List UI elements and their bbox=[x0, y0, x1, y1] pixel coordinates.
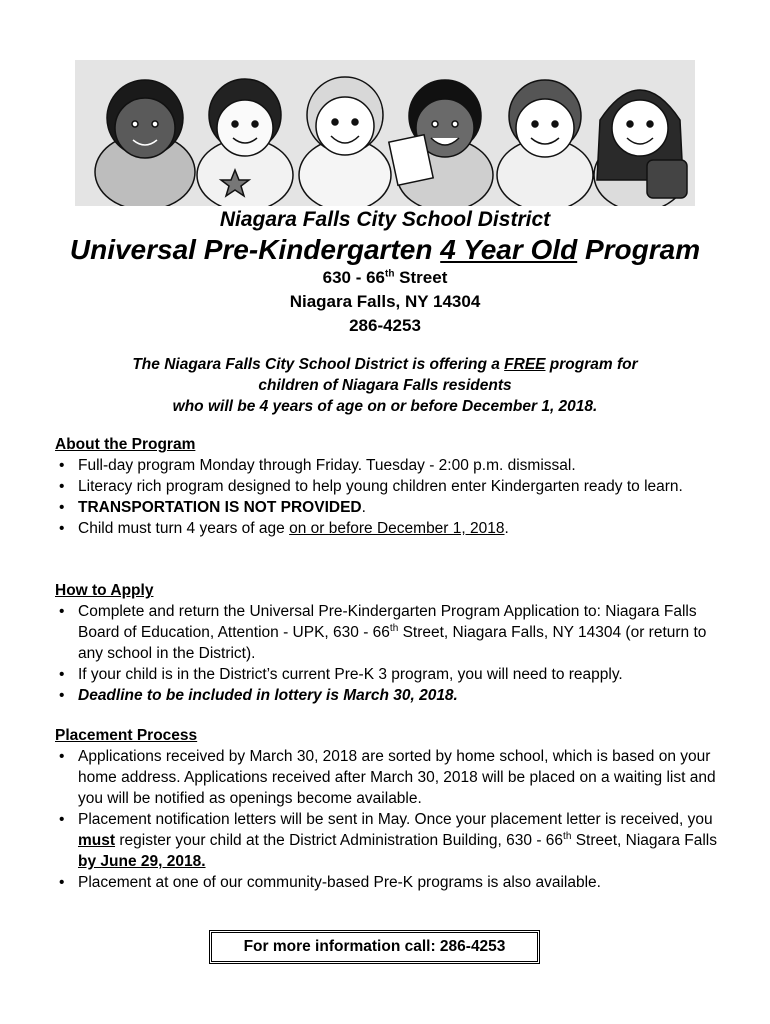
phone-number: 286-4253 bbox=[349, 316, 421, 335]
district-name: Niagara Falls City School District bbox=[219, 208, 551, 231]
list-item: • Literacy rich program designed to help young children enter Kindergarten ready to learn. bbox=[55, 476, 735, 497]
program-title-underlined: 4 Year Old bbox=[440, 234, 578, 265]
street-name: Street bbox=[394, 268, 448, 287]
intro-line-3: who will be 4 years of age on or before December 1, 2018. bbox=[172, 398, 598, 415]
apply-heading: How to Apply bbox=[55, 582, 154, 599]
placement-list bbox=[55, 746, 735, 893]
placement-section bbox=[55, 725, 735, 893]
info-call-box: For more information call: 286-4253 bbox=[209, 930, 540, 964]
intro-line-1-pre: The Niagara Falls City School District is offering a bbox=[132, 356, 505, 373]
child-figure bbox=[95, 80, 195, 206]
apply-list bbox=[55, 601, 735, 706]
street-suffix: th bbox=[389, 622, 399, 634]
deadline-notice: Deadline to be included in lottery is March 30, 2018. bbox=[78, 687, 458, 704]
age-requirement: Child must turn 4 years of age bbox=[78, 520, 290, 537]
placement-register-text: register your child at the District Administration Building, 630 - 66 bbox=[115, 832, 564, 849]
intro-line-2: children of Niagara Falls residents bbox=[258, 377, 512, 394]
street-suffix: th bbox=[563, 830, 572, 842]
street-number: 630 - 66 bbox=[322, 268, 385, 287]
program-title-pre: Universal Pre-Kindergarten bbox=[69, 234, 441, 265]
apply-instructions-end: Street, Niagara Falls, NY 14304 (or return to any school in the District). bbox=[78, 624, 707, 662]
transport-notice: TRANSPORTATION IS NOT PROVIDED bbox=[78, 499, 362, 516]
street-suffix: th bbox=[385, 268, 395, 280]
program-title-post: Program bbox=[577, 234, 701, 265]
city-state-zip: Niagara Falls, NY 14304 bbox=[289, 292, 481, 311]
child-figure bbox=[389, 80, 493, 206]
about-section bbox=[55, 434, 735, 539]
list-item bbox=[55, 809, 735, 872]
about-heading: About the Program bbox=[55, 436, 196, 453]
apply-instructions: Complete and return the Universal Pre-Kindergarten Program Application to: Niagara Falls Board of Education, Attention - UPK, 630 - 66 bbox=[78, 603, 697, 641]
street-address bbox=[0, 268, 770, 288]
age-requirement-end: . bbox=[504, 520, 509, 537]
list-item: • Full-day program Monday through Friday. Tuesday - 2:00 p.m. dismissal. bbox=[55, 455, 735, 476]
registration-deadline: by June 29, 2018. bbox=[78, 853, 206, 870]
apply-section bbox=[55, 580, 735, 706]
age-cutoff-date: on or before December 1, 2018 bbox=[289, 520, 505, 537]
list-item bbox=[55, 685, 735, 706]
intro-paragraph bbox=[0, 354, 770, 417]
program-title bbox=[0, 234, 770, 266]
placement-letter-text: Placement notification letters will be sent in May. Once your placement letter is received, you bbox=[78, 811, 713, 828]
about-list bbox=[55, 455, 735, 539]
placement-street-text: Street, Niagara Falls bbox=[571, 832, 717, 849]
list-item bbox=[55, 497, 735, 518]
list-item bbox=[55, 518, 735, 539]
child-figure bbox=[594, 90, 687, 206]
child-figure bbox=[497, 80, 593, 206]
list-item: • Placement at one of our community-based Pre-K programs is also available. bbox=[55, 872, 735, 893]
child-figure bbox=[299, 77, 391, 206]
must-emphasis: must bbox=[78, 832, 116, 849]
placement-heading: Placement Process bbox=[55, 727, 198, 744]
intro-line-1-post: program for bbox=[545, 356, 638, 373]
list-item: • Applications received by March 30, 2018 are sorted by home school, which is based on your home address. Applications received after March 30, 2018 will be placed on a waiting list and you will be notified as openings become available. bbox=[55, 746, 735, 809]
child-figure bbox=[197, 79, 293, 206]
free-emphasis: FREE bbox=[504, 356, 546, 373]
intro-line-1 bbox=[0, 354, 770, 375]
list-item bbox=[55, 601, 735, 664]
transport-notice-end: . bbox=[361, 499, 366, 516]
list-item: • If your child is in the District’s current Pre-K 3 program, you will need to reapply. bbox=[55, 664, 735, 685]
children-illustration bbox=[75, 60, 695, 206]
